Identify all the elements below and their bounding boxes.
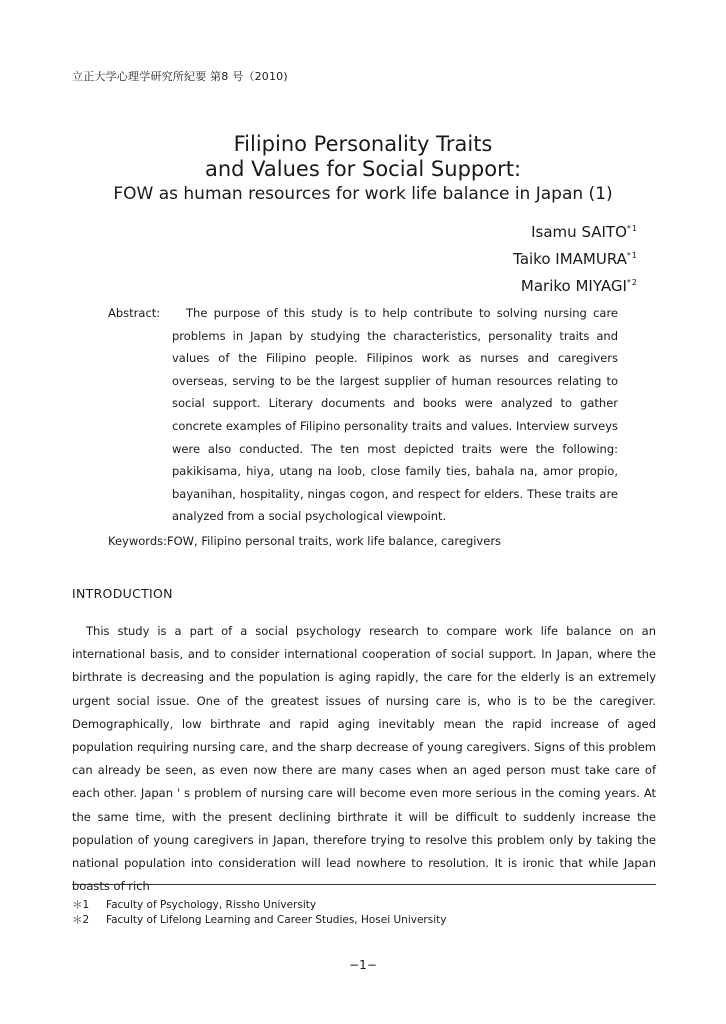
paper-title-line-1: Filipino Personality Traits [233, 132, 493, 156]
author-name: Mariko MIYAGI [520, 277, 627, 295]
author-affiliation-mark: *1 [626, 251, 638, 260]
author-name: Isamu SAITO [531, 223, 627, 241]
footnote-text: Faculty of Lifelong Learning and Career Studies, Hosei University [106, 914, 447, 926]
keywords-text: FOW, Filipino personal traits, work life balance, caregivers [166, 533, 502, 548]
abstract-section [108, 302, 618, 553]
author-3 [513, 271, 638, 298]
abstract-text: The purpose of this study is to help contribute to solving nursing care problems in Japan by studying the characteristics, personality traits and values of the Filipino people. Filipinos work as nurses and caregivers overseas, serving to be the largest supplier of human resources relating to social support. Literary documents and books were analyzed to gather concrete examples of Filipino personality traits and values. Interview surveys were also conducted. The ten most depicted traits were the following: pakikisama, hiya, utang na loob, close family ties, bahala na, amor propio, bayanihan, hospitality, ningas cogon, and respect for elders. These traits are analyzed from a social psychological viewpoint. [172, 306, 618, 524]
paper-subtitle: FOW as human resources for work life balance in Japan (1) [113, 184, 613, 204]
paper-title-line-2: and Values for Social Support: [204, 157, 522, 181]
author-list [513, 217, 638, 298]
section-heading-introduction: INTRODUCTION [72, 586, 173, 601]
footnotes [72, 898, 446, 928]
keywords-label: Keywords: [108, 533, 167, 548]
author-1 [513, 217, 638, 244]
author-2 [513, 244, 638, 271]
introduction-paragraph: This study is a part of a social psychology research to compare work life balance on an international basis, and to consider international cooperation of social support. In Japan, where the birthrate is decreasing and the population is aging rapidly, the care for the elderly is an extremely urgent social issue. One of the greatest issues of nursing care is, who is to be the caregiver. Demographically, low birthrate and rapid aging inevitably mean the rapid increase of aged population requiring nursing care, and the sharp decrease of young caregivers. Signs of this problem can already be seen, as even now there are many cases when an aged person must take care of each other. Japan ' s problem of nursing care will become even more serious in the coming years. At the same time, with the present declining birthrate it will be difficult to suddenly increase the population of young caregivers in Japan, therefore trying to resolve this problem only by taking the national population into consideration will lead nowhere to resolution. It is ironic that while Japan boasts of rich [72, 624, 656, 894]
footnote-2 [72, 913, 446, 928]
title-block [0, 132, 726, 205]
footnote-divider [72, 884, 656, 885]
journal-header: 立正大学心理学研究所紀要 第8 号（2010) [72, 70, 288, 83]
abstract-label: Abstract: [108, 306, 161, 320]
abstract-row [108, 302, 618, 528]
footnote-mark: ＊1 [72, 899, 90, 911]
author-name: Taiko IMAMURA [513, 250, 627, 268]
footnote-1 [72, 898, 446, 913]
footnote-text: Faculty of Psychology, Rissho University [106, 899, 317, 911]
keywords-row [108, 530, 618, 553]
footnote-mark: ＊2 [72, 914, 90, 926]
page-number: −1− [349, 958, 377, 972]
author-affiliation-mark: *2 [626, 278, 638, 287]
author-affiliation-mark: *1 [626, 224, 638, 233]
